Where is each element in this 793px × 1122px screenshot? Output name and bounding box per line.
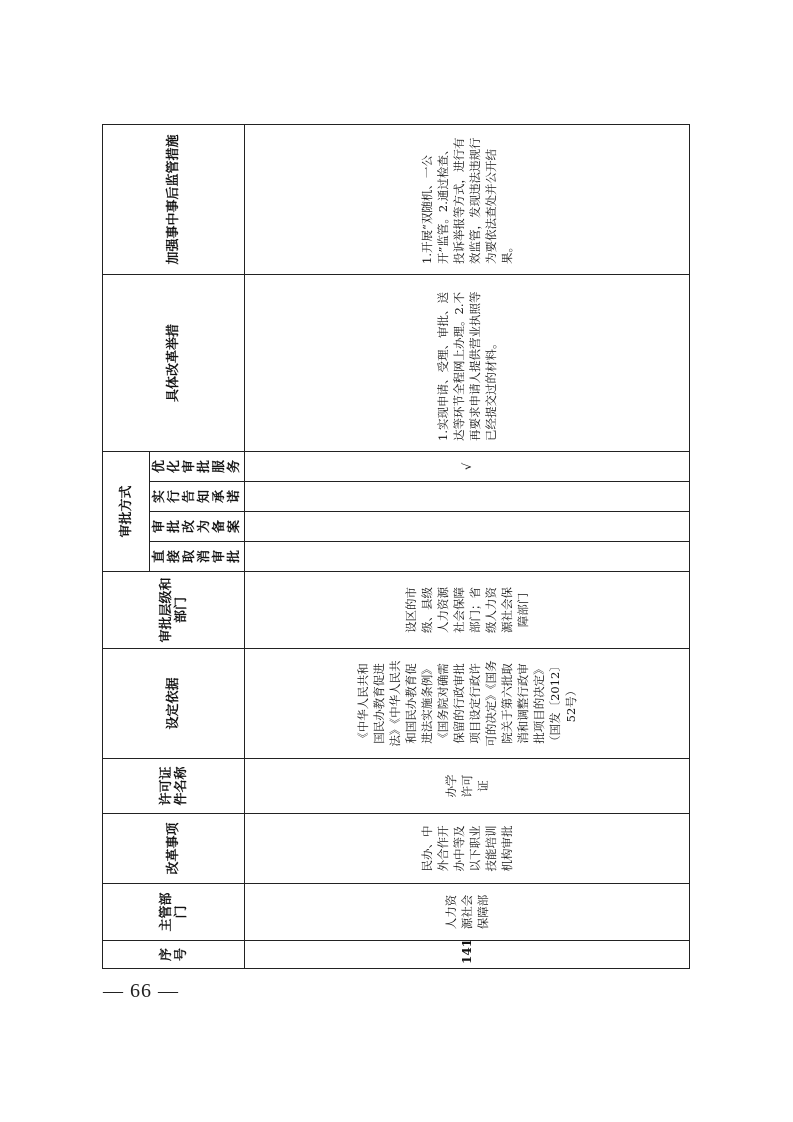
rotated-table-wrapper [102,127,690,969]
header-optimize: 优化审批服务 [150,451,245,481]
header-cancel: 直接取消审批 [150,542,245,572]
cell-level: 设区的市级、县级人力资源社会保障部门；省级人力资源社会保障部门 [245,572,690,649]
header-measures: 具体改革举措 [103,274,245,451]
cell-cancel [245,542,690,572]
cell-filing [245,512,690,542]
header-level: 审批层级和部门 [103,572,245,649]
cell-dept: 人力资源社会保障部 [245,884,690,941]
footer-dash-left: — [103,980,124,1002]
reform-table [102,124,690,969]
cell-supervision: 1.开展“双随机、一公开”监管。2.通过检查、投诉举报等方式，进行有效监管，发现违法违规行为要依法查处并公开结果。 [245,124,690,274]
header-supervision: 加强事中事后监管措施 [103,124,245,274]
cell-item: 民办、中外合作开办中等及以下职业技能培训机构审批 [245,814,690,884]
cell-optimize: √ [245,451,690,481]
cell-basis: 《中华人民共和国民办教育促进法》《中华人民共和国民办教育促进法实施条例》《国务院对确需保留的行政审批项目设定行政许可的决定》《国务院关于第六批取消和调整行政审批项目的决定》（国发〔2012〕52号） [245,649,690,759]
cell-seq: 141 [245,941,690,969]
header-item: 改革事项 [103,814,245,884]
header-basis: 设定依据 [103,649,245,759]
header-dept: 主管部门 [103,884,245,941]
cell-measures: 1.实现申请、受理、审批、送达等环节全程网上办理。2.不再要求申请人提供营业执照等已经提交过的材料。 [245,274,690,451]
cell-license: 办学许可证 [245,759,690,814]
footer-dash-right: — [158,980,179,1002]
header-approval-group: 审批方式 [103,451,150,571]
table-row [245,124,690,968]
header-row-1 [103,124,150,968]
header-seq: 序号 [103,941,245,969]
cell-notify [245,482,690,512]
page-number: 66 [130,980,152,1002]
page-footer [103,980,179,1003]
header-notify: 实行告知承诺 [150,482,245,512]
header-license: 许可证件名称 [103,759,245,814]
header-filing: 审批改为备案 [150,512,245,542]
